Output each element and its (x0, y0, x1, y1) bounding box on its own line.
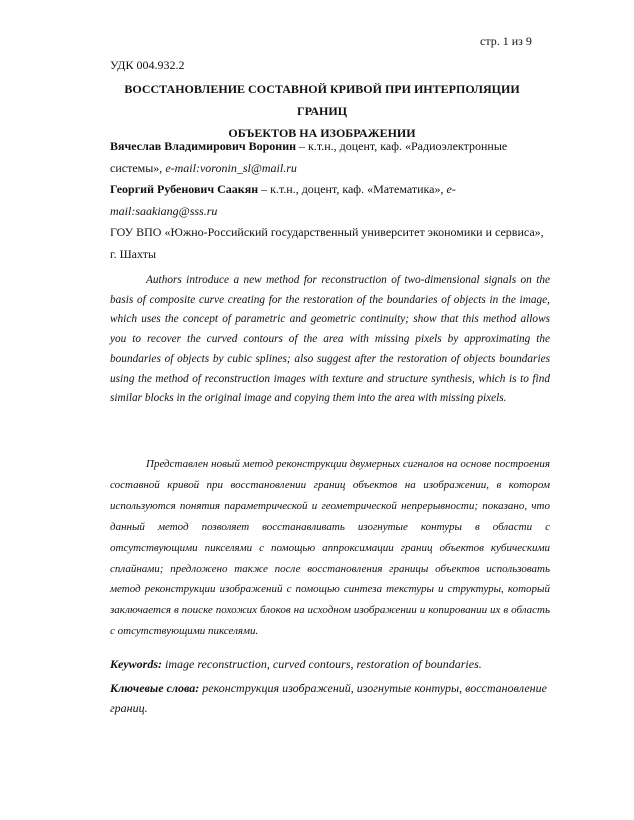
author-1-info: – к.т.н., доцент, каф. «Радиоэлектронные системы», (110, 139, 508, 175)
keywords-ru-label: Ключевые слова: (110, 681, 200, 695)
keywords-en-text: image reconstruction, curved contours, restoration of boundaries. (162, 657, 482, 671)
affiliation: ГОУ ВПО «Южно-Российский государственный университет экономики и сервиса», г. Шахты (110, 225, 544, 261)
abstract-english: Authors introduce a new method for reconstruction of two-dimensional signals on the basis of composite curve creating for the restoration of the boundaries of objects in the image, which uses the concept of parametric and geometric continuity; show that this method allows you to recover the curved contours of the area with missing pixels by approximating the boundaries of objects by cubic splines; also suggest after the restoration of objects boundaries using the method of reconstruction images with texture and structure synthesis, which is to find similar blocks in the original image and copying them into the area with missing pixels. (110, 274, 550, 405)
author-2-name: Георгий Рубенович Саакян (110, 182, 259, 196)
title-line-2: ОБЪЕКТОВ НА ИЗОБРАЖЕНИИ (228, 126, 416, 140)
author-1 (110, 136, 550, 179)
author-1-name: Вячеслав Владимирович Воронин (110, 139, 297, 153)
authors-block (110, 136, 550, 265)
title-line-1: ВОССТАНОВЛЕНИЕ СОСТАВНОЙ КРИВОЙ ПРИ ИНТЕРПОЛЯЦИИ ГРАНИЦ (124, 82, 520, 118)
paper-title (100, 78, 544, 144)
author-2-info: – к.т.н., доцент, каф. «Математика», (258, 182, 447, 196)
keywords-russian (110, 678, 550, 718)
page-number: стр. 1 из 9 (480, 34, 532, 48)
keywords-english (110, 654, 550, 674)
author-2-email: e-mail:saakiang@sss.ru (110, 182, 456, 218)
keywords-ru-text: реконструкция изображений, изогнутые контуры, восстановление границ. (110, 681, 547, 715)
udk-code: УДК 004.932.2 (110, 58, 185, 72)
keywords-en-label: Keywords: (110, 657, 162, 671)
author-2 (110, 179, 550, 222)
abstract-russian: Представлен новый метод реконструкции двумерных сигналов на основе построения составной кривой при восстановлении границ объектов на изображении, в котором используются понятия параметрической и геометрической непрерывности; показано, что данный метод позволяет восстанавливать изогнутые контуры в области с отсутствующими пикселями с помощью аппроксимации границ объектов кубическими сплайнами; предложено также после восстановления границы объектов использовать метод реконструкции изображений с помощью синтеза текстуры и структуры, который заключается в поиске похожих блоков на исходном изображении и копировании их в область с отсутствующими пикселями. (110, 458, 550, 638)
author-1-email: e-mail:voronin_sl@mail.ru (165, 160, 297, 175)
